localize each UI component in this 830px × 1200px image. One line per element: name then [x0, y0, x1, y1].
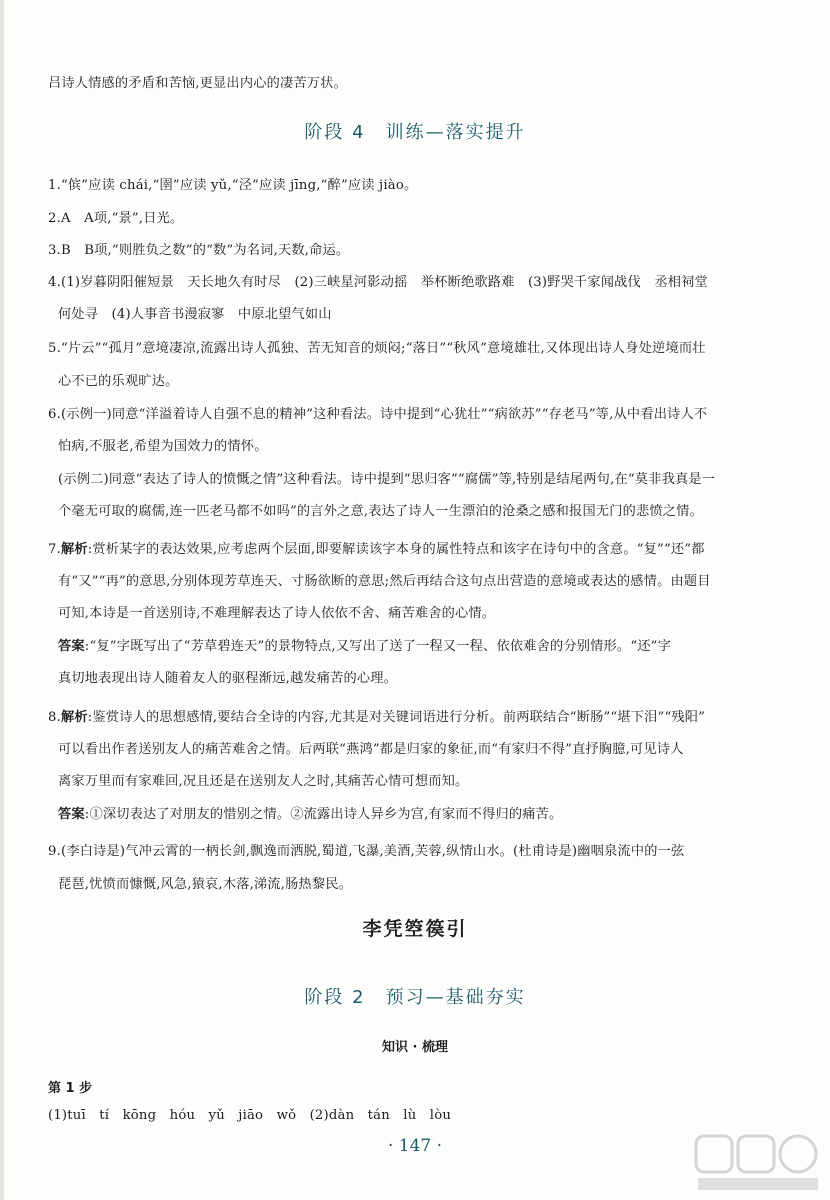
answer-6: 6.(示例一)同意“洋溢着诗人自强不息的精神”这种看法。诗中提到“心犹壮”“病欲苏”“存老马”等,从中看出诗人不 [48, 407, 708, 422]
text-line: 吕诗人情感的矛盾和苦恼,更显出内心的凄苦万状。 [48, 76, 347, 91]
answer-7: 7.解析:赏析某字的表达效果,应考虑两个层面,即要解读该字本身的属性特点和该字在诗句中的含意。“复”“还”都 [48, 542, 705, 557]
answer-label: 答案 [58, 639, 85, 654]
answer-2: 2.A A项,“景”,日光。 [48, 211, 184, 226]
number-label: 8. [48, 710, 61, 725]
watermark-logo-icon [694, 1134, 822, 1194]
answer-6-cont: 怕病,不服老,希望为国效力的情怀。 [58, 439, 268, 454]
answer-9-cont: 琵琶,忧愤而慷慨,风急,猿哀,木落,涕流,肠热黎民。 [58, 877, 353, 892]
page-number: · 147 · [387, 1136, 443, 1156]
answer-3: 3.B B项,“则胜负之数”的“数”为名词,天数,命运。 [48, 243, 350, 258]
answer-8-cont: 可以看出作者送别友人的痛苦难舍之情。后两联“燕鸿”都是归家的象征,而“有家归不得”直抒胸臆,可见诗人 [58, 742, 684, 757]
answer-4: 4.(1)岁暮阴阳催短景 天长地久有时尽 (2)三峡星河影动摇 举杯断绝歌路难 (3)野哭千家闻战伐 丞相祠堂 [48, 275, 708, 290]
answer-label: 答案 [58, 807, 85, 822]
analysis-label: 解析 [60, 710, 88, 725]
step-label: 第 1 步 [48, 1081, 93, 1096]
answer-4-cont: 何处寻 (4)人事音书漫寂寥 中原北望气如山 [58, 307, 332, 322]
scan-edge [0, 0, 4, 1200]
answer-text: ①深切表达了对朋友的惜别之情。②流露出诗人异乡为宫,有家而不得归的痛苦。 [89, 807, 563, 822]
answer-8: 8.解析:鉴赏诗人的思想感情,要结合全诗的内容,尤其是对关键词语进行分析。前两联结合“断肠”“堪下泪”“残阳” [48, 710, 706, 725]
section-heading-stage2: 阶段 2 预习—基础夯实 [304, 987, 526, 1008]
answer-7-cont: 可知,本诗是一首送别诗,不难理解表达了诗人依依不舍、痛苦难舍的心情。 [58, 606, 496, 621]
analysis-text: 赏析某字的表达效果,应考虑两个层面,即要解读该字本身的属性特点和该字在诗句中的含意。“复”“还”都 [92, 542, 705, 557]
analysis-label: 解析 [60, 542, 88, 557]
answer-5: 5.“片云”“孤月”意境凄凉,流露出诗人孤独、苦无知音的烦闷;“落日”“秋风”意境雄壮,又体现出诗人身处逆境而壮 [48, 341, 706, 356]
poem-title: 李凭箜篌引 [362, 918, 468, 940]
answer-8-answer: 答案:①深切表达了对朋友的惜别之情。②流露出诗人异乡为宫,有家而不得归的痛苦。 [58, 807, 563, 822]
answer-6-example2-cont: 个毫无可取的腐儒,连一匹老马都不如吗”的言外之意,表达了诗人一生漂泊的沧桑之感和报国无门的悲愤之情。 [58, 504, 703, 519]
section-heading-stage4: 阶段 4 训练—落实提升 [304, 122, 526, 143]
answer-5-cont: 心不已的乐观旷达。 [58, 374, 179, 389]
analysis-text: 鉴赏诗人的思想感情,要结合全诗的内容,尤其是对关键词语进行分析。前两联结合“断肠”“堪下泪”“残阳” [92, 710, 706, 725]
answer-text: “复”字既写出了“芳草碧连天”的景物特点,又写出了送了一程又一程、依依难舍的分别情形。“还”字 [89, 639, 671, 654]
subheading-knowledge: 知识 · 梳理 [382, 1040, 448, 1055]
answer-1: 1.“傧”应读 chái,“圉”应读 yǔ,“泾”应读 jīng,“醉”应读 jiào。 [48, 178, 418, 193]
step-1-pinyin: (1)tuī tí kōng hóu yǔ jiāo wǒ (2)dàn tán lù lòu [48, 1108, 452, 1123]
answer-7-cont: 有“又”“再”的意思,分别体现芳草连天、寸肠欲断的意思;然后再结合这句点出营造的意境或表达的感情。由题目 [58, 574, 711, 589]
number-label: 7. [48, 542, 61, 557]
answer-8-cont: 离家万里而有家难回,况且还是在送别友人之时,其痛苦心情可想而知。 [58, 774, 469, 789]
answer-9: 9.(李白诗是)气冲云霄的一柄长剑,飘逸而洒脱,蜀道,飞瀑,美酒,芙蓉,纵情山水。(杜甫诗是)幽咽泉流中的一弦 [48, 844, 685, 859]
answer-6-example2: (示例二)同意“表达了诗人的愤慨之情”这种看法。诗中提到“思归客”“腐儒”等,特别是结尾两句,在“莫非我真是一 [58, 472, 716, 487]
answer-7-answer-cont: 真切地表现出诗人随着友人的驱程渐远,越发痛苦的心理。 [58, 671, 398, 686]
answer-7-answer: 答案:“复”字既写出了“芳草碧连天”的景物特点,又写出了送了一程又一程、依依难舍的分别情形。“还”字 [58, 639, 671, 654]
